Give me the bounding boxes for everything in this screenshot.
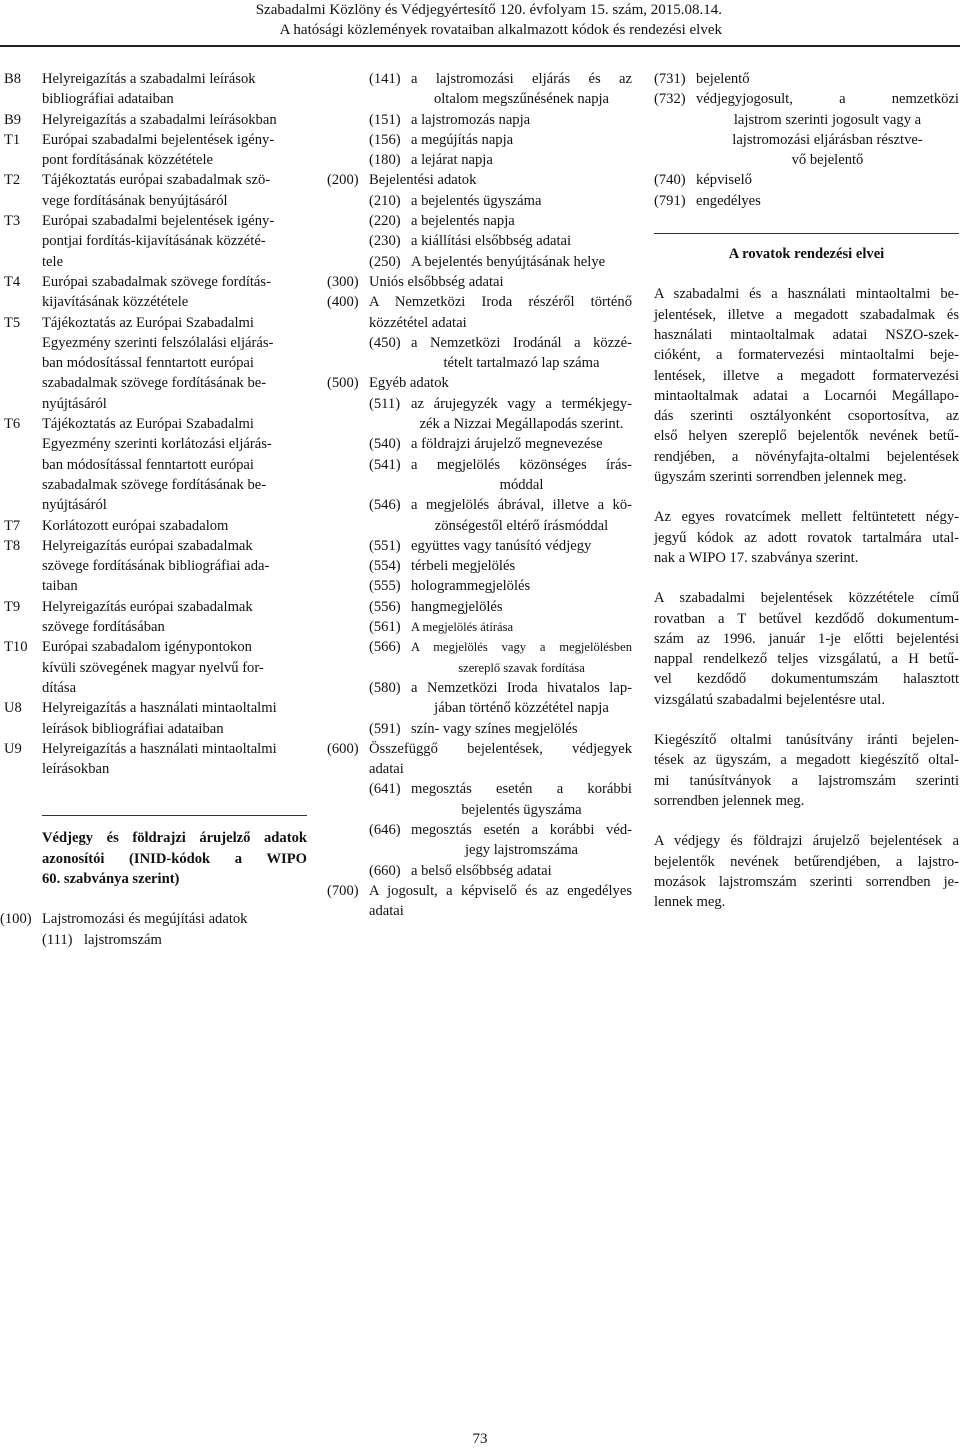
- inid-text-line: lajstrom szerinti jogosult vagy a: [733, 111, 922, 128]
- inid-subentry: [369, 455, 632, 496]
- inid-text: [696, 89, 959, 170]
- entry-text-line: Helyreigazítás a szabadalmi leírások: [42, 71, 256, 87]
- paragraph-line: ügyszám szerinti sorrendben jelennek meg.: [654, 469, 907, 486]
- inid-text: [369, 881, 632, 922]
- inid-subentry: [369, 110, 632, 130]
- code-entry: [4, 110, 307, 130]
- entry-code: T8: [4, 537, 21, 554]
- code-entry: [4, 597, 307, 638]
- inid-text: [411, 191, 632, 211]
- ordering-paragraph: [654, 730, 959, 811]
- code-entry: [4, 272, 307, 313]
- inid-code: (555): [369, 578, 401, 595]
- entry-code: T1: [4, 131, 21, 148]
- inid-text: [411, 597, 632, 617]
- inid-text: [411, 637, 632, 678]
- inid-code: (540): [369, 436, 401, 453]
- entry-code: B8: [4, 71, 22, 87]
- entry-text: [42, 272, 307, 313]
- inid-text-line: térbeli megjelölés: [411, 558, 516, 575]
- inid-text: [411, 211, 632, 231]
- entry-text-line: Tájékoztatás az Európai Szabadalmi: [42, 314, 254, 331]
- inid-subentry: [369, 556, 632, 576]
- journal-title: Szabadalmi Közlöny és Védjegyértesítő 120. évfolyam 15. szám, 2015.08.14.: [255, 2, 722, 18]
- inid-text-line: oltalom megszűnésének napja: [433, 91, 610, 108]
- inid-text-line: bejelentés ügyszáma: [461, 801, 582, 818]
- paragraph-line: vizsgálatú szabadalmi bejelentésre utal.: [654, 691, 885, 708]
- entry-text-line: leírásokban: [42, 761, 110, 778]
- inid-entry: [327, 292, 632, 333]
- inid-text-line: zék a Nizzai Megállapodás szerint.: [419, 416, 624, 433]
- inid-text: [411, 617, 632, 637]
- paragraph-line: Az egyes rovatcímek mellett feltüntetett négy-: [654, 509, 959, 526]
- inid-text-line: a bejelentés napja: [411, 213, 515, 230]
- entry-text-line: kijavításának közzététele: [42, 294, 189, 311]
- inid-text-line: Bejelentési adatok: [369, 172, 477, 189]
- inid-subentry: [369, 779, 632, 820]
- inid-text-line: A megjelölés átírása: [411, 620, 514, 635]
- inid-code: (156): [369, 131, 401, 148]
- spacer: [4, 779, 307, 815]
- inid-code: (556): [369, 598, 401, 615]
- inid-text-line: jegy lajstromszáma: [464, 842, 579, 859]
- entry-text-line: szövege fordításának bibliográfiai ada-: [42, 558, 270, 575]
- entry-code: U9: [4, 740, 22, 757]
- inid-text-line: A megjelölés vagy a megjelölésben: [411, 640, 632, 655]
- code-entry: [4, 130, 307, 171]
- paragraph-line: használati mintaoltalmak adatai NSZO-szek-: [654, 326, 959, 343]
- inid-text-line: a bejelentés ügyszáma: [411, 192, 542, 209]
- inid-subentry: [369, 211, 632, 231]
- paragraph-line: vel kezdődő dokumentumszám halasztott: [654, 671, 959, 688]
- inid-subentry: [369, 333, 632, 374]
- inid-text-line: vő bejelentő: [791, 152, 864, 169]
- section-title-line: 60. szabványa szerint): [42, 870, 180, 887]
- inid-text-line: Egyéb adatok: [369, 375, 449, 392]
- ordering-paragraph: [654, 831, 959, 912]
- inid-text-line: tételt tartalmazó lap száma: [443, 355, 600, 372]
- inid-code: (791): [654, 192, 686, 209]
- inid-code: (600): [327, 740, 359, 757]
- inid-subentry: [369, 252, 632, 272]
- inid-text: [369, 373, 632, 393]
- inid-text: [696, 170, 959, 190]
- entry-text: [42, 130, 307, 171]
- inid-text-line: a megújítás napja: [411, 131, 514, 148]
- entry-text: [42, 516, 307, 536]
- inid-entry: [654, 69, 959, 89]
- spacer: [654, 264, 959, 284]
- entry-text: [42, 414, 307, 515]
- inid-text-line: A bejelentés benyújtásának helye: [411, 253, 606, 270]
- inid-text-line: a belső elsőbbség adatai: [411, 862, 552, 879]
- inid-code: (450): [369, 334, 401, 351]
- ordering-paragraph: [654, 588, 959, 710]
- entry-text-line: Európai szabadalmi bejelentések igény-: [42, 131, 275, 148]
- inid-code: (641): [369, 781, 401, 798]
- inid-text: [411, 150, 632, 170]
- inid-text-line: a megjelölés közönséges írás-: [411, 456, 632, 473]
- inid-code: (551): [369, 537, 401, 554]
- paragraph-line: szám az 1996. január 1-je előtti bejelentési: [654, 630, 959, 647]
- inid-code: (230): [369, 233, 401, 250]
- inid-text: [369, 739, 632, 780]
- column-left: [0, 69, 307, 950]
- inid-code: (591): [369, 720, 401, 737]
- inid-entry: [0, 909, 307, 929]
- spacer: [654, 211, 959, 233]
- inid-code: (511): [369, 395, 401, 412]
- inid-text: [696, 69, 959, 89]
- inid-subentry: [369, 536, 632, 556]
- inid-code: (111): [42, 931, 73, 948]
- entry-text: [42, 170, 307, 211]
- entry-text-line: Helyreigazítás a használati mintaoltalmi: [42, 740, 277, 757]
- inid-text: [84, 930, 307, 950]
- entry-text-line: leírások bibliográfiai adataiban: [42, 720, 224, 737]
- code-entry: [4, 414, 307, 515]
- code-entry: [4, 637, 307, 698]
- inid-text-line: a földrajzi árujelző megnevezése: [411, 436, 603, 453]
- inid-text-line: hologrammegjelölés: [411, 578, 531, 595]
- inid-text: [411, 394, 632, 435]
- code-entry: [4, 69, 307, 110]
- paragraph-line: jegyű kódok az adott rovatok tartalmára utal-: [654, 529, 959, 546]
- entry-text: [42, 637, 307, 698]
- inid-text-line: jában történő közzététel napja: [434, 700, 609, 717]
- inid-text-line: a lajstromozás napja: [411, 111, 531, 128]
- entry-text-line: ban módosítással fenntartott európai: [42, 456, 254, 473]
- inid-text-line: bejelentő: [696, 71, 750, 87]
- inid-text-line: szín- vagy színes megjelölés: [411, 720, 578, 737]
- entry-text: [42, 211, 307, 272]
- code-entry: [4, 516, 307, 536]
- entry-text-line: Helyreigazítás a használati mintaoltalmi: [42, 700, 277, 717]
- code-entry: [4, 536, 307, 597]
- inid-code: (580): [369, 679, 401, 696]
- entry-code: T2: [4, 172, 21, 189]
- entry-code: T3: [4, 213, 21, 230]
- inid-text-line: adatai: [369, 761, 404, 778]
- inid-subentry: [369, 434, 632, 454]
- paragraph-line: első helyen szereplő bejelentők nevének betű-: [654, 428, 959, 445]
- inid-subentry: [369, 637, 632, 678]
- section-title-line: Védjegy és földrajzi árujelző adatok: [42, 830, 307, 847]
- entry-text: [42, 110, 307, 130]
- entry-code: B9: [4, 111, 22, 128]
- inid-subentry: [369, 191, 632, 211]
- paragraph-line: mi tanúsítványok a lajstromszám szerinti: [654, 772, 959, 789]
- header-divider: [0, 45, 960, 47]
- entry-text: [42, 739, 307, 780]
- inid-text-line: a lejárat napja: [411, 152, 493, 169]
- spacer: [4, 816, 307, 828]
- ordering-paragraph: [654, 507, 959, 568]
- inid-text: [411, 130, 632, 150]
- inid-text-line: A jogosult, a képviselő és az engedélyes: [369, 882, 632, 899]
- inid-subentry: [369, 719, 632, 739]
- code-entry: [4, 211, 307, 272]
- entry-text-line: taiban: [42, 578, 78, 595]
- section-title-line: azonosítói (INID-kódok a WIPO: [42, 850, 307, 867]
- inid-entry: [654, 89, 959, 170]
- inid-subentry: [369, 130, 632, 150]
- inid-subentry: [42, 930, 307, 950]
- entry-text-line: Tájékoztatás az Európai Szabadalmi: [42, 416, 254, 433]
- inid-code: (646): [369, 821, 401, 838]
- entry-text-line: Egyezmény szerinti korlátozási eljárás-: [42, 436, 272, 453]
- paragraph-line: A szabadalmi bejelentések közzététele című: [654, 590, 959, 607]
- inid-subentry: [369, 394, 632, 435]
- entry-text-line: Tájékoztatás európai szabadalmak szö-: [42, 172, 271, 189]
- inid-entry: [327, 272, 632, 292]
- paragraph-line: rovatban a T betűvel kezdődő dokumentum-: [654, 610, 959, 627]
- inid-code: (250): [369, 253, 401, 270]
- spacer: [4, 889, 307, 909]
- page-number: 73: [472, 1431, 488, 1447]
- entry-code: T4: [4, 273, 21, 290]
- inid-text: [411, 576, 632, 596]
- paragraph-line: lentések, illetve a megadott formatervezési: [654, 367, 959, 384]
- inid-text-line: a Nemzetközi Iroda hivatalos lap-: [411, 679, 632, 696]
- ordering-paragraph: [654, 284, 959, 487]
- paragraph-line: A védjegy és földrajzi árujelző bejelentések a: [654, 833, 959, 850]
- paragraph-line: dás szerinti osztályonként csoportosítva, az: [654, 408, 959, 425]
- inid-subentry: [369, 678, 632, 719]
- inid-text-line: Uniós elsőbbség adatai: [369, 273, 504, 290]
- inid-code: (731): [654, 71, 686, 87]
- paragraph-line: lennek meg.: [654, 894, 726, 911]
- entry-text-line: vege fordításának benyújtásáról: [42, 192, 228, 209]
- inid-text-line: a kiállítási elsőbbség adatai: [411, 233, 572, 250]
- inid-subentry: [369, 69, 632, 110]
- entry-text-line: szabadalmak szövege fordításának be-: [42, 375, 267, 392]
- inid-text: [369, 292, 632, 333]
- inid-code: (500): [327, 375, 359, 392]
- inid-code: (541): [369, 456, 401, 473]
- entry-text-line: bibliográfiai adataiban: [42, 91, 174, 108]
- inid-code: (141): [369, 71, 401, 87]
- inid-text: [411, 779, 632, 820]
- inid-text-line: együttes vagy tanúsító védjegy: [411, 537, 592, 554]
- paragraph-line: Kiegészítő oltalmi tanúsítvány iránti bejelen-: [654, 732, 959, 749]
- inid-code: (554): [369, 558, 401, 575]
- inid-text: [411, 252, 632, 272]
- inid-entry: [327, 881, 632, 922]
- inid-subentry: [369, 576, 632, 596]
- paragraph-line: sorrendben jelennek meg.: [654, 792, 805, 809]
- inid-code: (210): [369, 192, 401, 209]
- inid-text-line: közzététel adatai: [369, 314, 467, 331]
- paragraph-line: A szabadalmi és a használati mintaoltalmi be-: [654, 286, 959, 303]
- inid-text: [369, 272, 632, 292]
- code-entry: [4, 170, 307, 211]
- inid-code: (151): [369, 111, 401, 128]
- inid-text: [696, 191, 959, 211]
- inid-code: (400): [327, 294, 359, 311]
- inid-entry: [327, 170, 632, 190]
- inid-subentry: [369, 820, 632, 861]
- inid-code: (180): [369, 152, 401, 169]
- entry-text: [42, 698, 307, 739]
- inid-code: (740): [654, 172, 686, 189]
- entry-text-line: szövege fordításában: [42, 619, 165, 636]
- inid-code: (546): [369, 497, 401, 514]
- ordering-section-title: A rovatok rendezési elvei: [728, 246, 885, 263]
- entry-text-line: nyújtásáról: [42, 395, 107, 412]
- inid-subentry: [369, 617, 632, 637]
- entry-text: [42, 597, 307, 638]
- paragraph-line: tések az ügyszám, a megadott kiegészítő oltal-: [654, 752, 959, 769]
- inid-code: (566): [369, 639, 401, 656]
- paragraph-line: nappal rendelkező teljes vizsgálatú, a H betű-: [654, 651, 959, 668]
- inid-text: [411, 455, 632, 496]
- entry-text: [42, 313, 307, 414]
- inid-text-line: lajstromozási eljárásban résztve-: [732, 131, 923, 148]
- inid-text: [411, 110, 632, 130]
- entry-text: [42, 536, 307, 597]
- inid-text-line: zönségestől eltérő írásmóddal: [434, 517, 609, 534]
- inid-text-line: lajstromszám: [84, 931, 162, 948]
- entry-text-line: Európai szabadalmak szövege fordítás-: [42, 273, 271, 290]
- inid-text-line: a megjelölés ábrával, illetve a kö-: [411, 497, 632, 514]
- entry-text-line: nyújtásáról: [42, 497, 107, 514]
- entry-code: T10: [4, 639, 28, 656]
- inid-text-line: képviselő: [696, 172, 752, 189]
- inid-code: (700): [327, 882, 359, 899]
- code-entry: [4, 313, 307, 414]
- entry-text-line: Európai szabadalom igénypontokon: [42, 639, 252, 656]
- inid-subentry: [369, 597, 632, 617]
- entry-code: T5: [4, 314, 21, 331]
- inid-text-line: a lajstromozási eljárás és az: [411, 71, 632, 87]
- inid-text: [411, 820, 632, 861]
- inid-text: [411, 495, 632, 536]
- entry-text-line: Korlátozott európai szabadalom: [42, 517, 229, 534]
- inid-subentry: [369, 231, 632, 251]
- inid-code: (660): [369, 862, 401, 879]
- page-header: [0, 0, 960, 40]
- inid-entry: [654, 170, 959, 190]
- inid-text: [411, 678, 632, 719]
- inid-text: Lajstromozási és megújítási adatok: [42, 911, 248, 928]
- inid-text-line: hangmegjelölés: [411, 598, 503, 615]
- inid-section-title: [42, 828, 307, 889]
- entry-text-line: kívüli szövegének magyar nyelvű for-: [42, 659, 264, 676]
- entry-text-line: szabadalmak szövege fordításának be-: [42, 476, 267, 493]
- inid-code: (200): [327, 172, 359, 189]
- entry-text: [42, 69, 307, 110]
- paragraph-line: cióként, a formatervezési mintaoltalmi beje-: [654, 347, 959, 364]
- inid-entry: [327, 373, 632, 393]
- inid-text-line: megosztás esetén a korábbi véd-: [411, 821, 632, 838]
- paragraph-line: nak a WIPO 17. szabványa szerint.: [654, 549, 859, 566]
- inid-code: (732): [654, 91, 686, 108]
- paragraph-line: bejelentők nevének betűrendjében, a lajstro-: [654, 853, 959, 870]
- inid-text: [411, 69, 632, 110]
- code-entry: [4, 739, 307, 780]
- inid-text: [411, 861, 632, 881]
- inid-subentry: [369, 150, 632, 170]
- entry-text-line: Helyreigazítás a szabadalmi leírásokban: [42, 111, 277, 128]
- inid-text-line: az árujegyzék vagy a termékjegy-: [411, 395, 632, 412]
- entry-code: U8: [4, 700, 22, 717]
- column-right: [654, 69, 959, 932]
- inid-code: (561): [369, 619, 401, 636]
- paragraph-line: jelentések, illetve a megadott szabadalmak és: [654, 306, 959, 323]
- inid-text-line: a Nemzetközi Irodánál a közzé-: [411, 334, 632, 351]
- inid-text-line: adatai: [369, 903, 404, 920]
- inid-text-line: engedélyes: [696, 192, 761, 209]
- inid-text: [411, 719, 632, 739]
- paragraph-line: mozások lajstromszám szerinti sorrendben je-: [654, 873, 959, 890]
- spacer: [654, 234, 959, 244]
- code-entry: [4, 698, 307, 739]
- entry-text-line: Európai szabadalmi bejelentések igény-: [42, 213, 275, 230]
- inid-text: [411, 333, 632, 374]
- entry-text-line: dítása: [42, 679, 77, 696]
- paragraph-line: mintaoltalmak adatai a Locarnói Megállapo-: [654, 387, 959, 404]
- inid-subentry: [369, 495, 632, 536]
- paragraph-line: rendjében, a növényfajta-oltalmi bejelentések: [654, 448, 959, 465]
- entry-code: T9: [4, 598, 21, 615]
- entry-text-line: tele: [42, 253, 64, 270]
- entry-text-line: ban módosítással fenntartott európai: [42, 355, 254, 372]
- inid-text-line: megosztás esetén a korábbi: [411, 781, 632, 798]
- inid-text-line: szereplő szavak fordítása: [458, 660, 585, 675]
- inid-text: [369, 170, 632, 190]
- inid-text: [411, 536, 632, 556]
- entry-text-line: Helyreigazítás európai szabadalmak: [42, 598, 253, 615]
- inid-text: [411, 434, 632, 454]
- column-middle: [327, 69, 632, 921]
- inid-code: (100): [0, 911, 32, 928]
- inid-entry: [654, 191, 959, 211]
- inid-text: [411, 231, 632, 251]
- entry-text-line: Helyreigazítás európai szabadalmak: [42, 537, 253, 554]
- entry-text-line: Egyezmény szerinti felszólalási eljárás-: [42, 334, 274, 351]
- inid-text-line: Összefüggő bejelentések, védjegyek: [369, 740, 632, 757]
- entry-text-line: pontjai fordítás-kijavításának közzété-: [42, 233, 266, 250]
- inid-text-line: védjegyjogosult, a nemzetközi: [696, 91, 959, 108]
- entry-code: T7: [4, 517, 21, 534]
- inid-text-line: A Nemzetközi Iroda részéről történő: [369, 294, 632, 311]
- entry-code: T6: [4, 416, 21, 433]
- inid-text-line: móddal: [499, 476, 544, 493]
- inid-subentry: [369, 861, 632, 881]
- inid-code: (300): [327, 273, 359, 290]
- inid-entry: [327, 739, 632, 780]
- inid-text: [411, 556, 632, 576]
- inid-code: (220): [369, 213, 401, 230]
- section-subtitle: A hatósági közlemények rovataiban alkalmazott kódok és rendezési elvek: [279, 22, 722, 38]
- entry-text-line: pont fordításának közzététele: [42, 152, 213, 169]
